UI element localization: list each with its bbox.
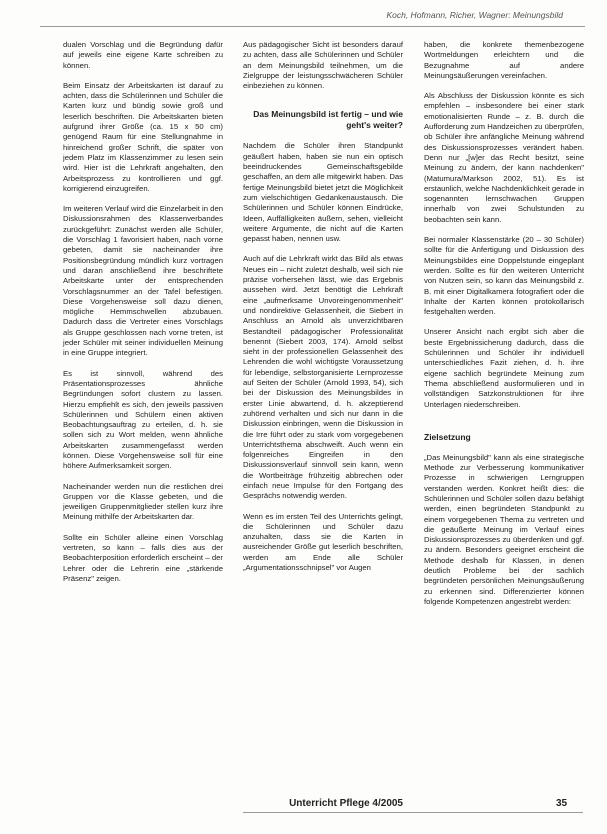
column-right: [424, 40, 584, 617]
paragraph: „Das Meinungsbild" kann als eine strategische Methode zur Verbesserung kommunikativer Prozesse in schwierigen Lerngruppen verstanden werden. Konkret heißt dies: die Schülerinnen und Schüler sollen dazu befähigt werden, einen begründeten Standpunkt zu einem vorgegebenen Thema zu vertreten und die geäußerte Meinung im Verlauf eines Diskussionsprozesses zu überdenken und ggf. zu ändern. Besonders geeignet erscheint die Methode deshalb für Klassen, in denen deutlich Probleme bei der sachlich begründeten persönlichen Meinungsäußerung zu erkennen sind. Differenzierter können folgende Kompetenzen angestrebt werden:: [424, 452, 584, 606]
column-middle: [243, 40, 403, 583]
paragraph: Es ist sinnvoll, während des Präsentationsprozesses ähnliche Begründungen sofort clustern zu lassen. Hierzu empfiehlt es sich, den jeweils passiven Schülerinnen und Schülern einen aktiven Beobachtungsauftrag zu erteilen, d. h. sie sollen sich zu Wort melden, wenn ähnliche Arbeitskarten zusammengefasst werden können. Diese Vorgehensweise soll für eine höhere Aufmerksamkeit sorgen.: [63, 368, 223, 471]
paragraph: Im weiteren Verlauf wird die Einzelarbeit in den Diskussionsrahmen des Klassenverbandes zurückgeführt: Zunächst werden alle Schüler, die Vorschlag 1 favorisiert haben, nach vorne gebeten, damit sie nacheinander ihre Positionsbegründung mündlich kurz vortragen und daran anschließend ihre beschriftete Arbeitskarte unter der entsprechenden Vorschlagsnummer an der Tafel befestigen. Diese Vorgehensweise soll dazu dienen, mögliche Hemmschwellen abzubauen. Dadurch dass die Vertreter eines Vorschlags als Gruppe geschlossen nach vorne treten, ist jeder Schüler mit seiner individuellen Meinung in eine Gruppe integriert.: [63, 204, 223, 358]
section-heading: Zielsetzung: [424, 431, 471, 442]
paragraph: Wenn es im ersten Teil des Unterrichts gelingt, die Schülerinnen und Schüler dazu anzuhalten, dass sie die Karten in ausreichender Größe gut leserlich beschriften, werden am Ende alle Schüler „Argumentationsschnipsel" vor Augen: [243, 511, 403, 573]
running-header: [40, 4, 585, 27]
footer-rule: [243, 812, 583, 813]
running-header-title: Koch, Hofmann, Richer, Wagner: Meinungsbild: [386, 10, 563, 20]
paragraph: Aus pädagogischer Sicht ist besonders darauf zu achten, dass alle Schülerinnen und Schüler an dem Meinungsbild teilnehmen, um die Zielgruppe der leistungsschwächeren Schüler einbeziehen zu können.: [243, 40, 403, 91]
paragraph: Sollte ein Schüler alleine einen Vorschlag vertreten, so kann – falls dies aus der Beobachterposition erforderlich erscheint – der Lehrer oder die Lehrerin eine „stärkende Präsenz" zeigen.: [63, 532, 223, 583]
paragraph: Beim Einsatz der Arbeitskarten ist darauf zu achten, dass die Schülerinnen und Schüler die Karten kurz und bündig sowie groß und leserlich beschriften. Die Arbeitskarten bieten aufgrund ihrer Größe (ca. 15 x 50 cm) genügend Raum für eine Stellungnahme in hinreichend großer Schrift, die später von jedem Platz im Klassenzimmer zu lesen sein wird. Hier ist die Lehrkraft angehalten, den Arbeitsprozess zu kontrollieren und ggf. korrigierend einzugreifen.: [63, 80, 223, 193]
page-number: 35: [556, 798, 568, 809]
paragraph: haben, die konkrete themenbezogene Wortmeldungen erleichtern und die Bezugnahme auf andere Meinungsäußerungen vereinfachen.: [424, 40, 584, 80]
paragraph: Auch auf die Lehrkraft wirkt das Bild als etwas Neues ein – nicht zuletzt deshalb, weil sich nie präzise vorhersehen lässt, wie das Ergebnis aussehen wird. Jetzt benötigt die Lehrkraft eine „aufmerksame Unvoreingenommenheit" und nondirektive Gelassenheit, die Siebert in Anschluss an Arnold als unverzichtbaren Bestandteil pädagogischer Professionalität benennt (Siebert 2003, 174). Arnold selbst sieht in der professionellen Gelassenheit des Lehrenden die wohl wichtigste Voraussetzung für lebendige, selbstorganisierte Lernprozesse auf Seiten der Schüler (Arnold 1993, 54), sich bei der Diskussion des Meinungsbildes in erster Linie abwartend, d. h. akzeptierend zuhörend verhalten und sich nur dann in die Diskussion einbringen, wenn die Diskussion in die Irre führt oder zu stark vom vorgegebenen Unterrichtsthema abschweift. Auch wenn ein folgenreiches Eingreifen in den Diskussionsverlauf sinnvoll sein kann, wenn die Wortbeiträge frühzeitig abbrechen oder einfach neue Impulse für den Fortgang des Gesprächs notwendig werden.: [243, 254, 403, 501]
paragraph: Bei normaler Klassenstärke (20 – 30 Schüler) sollte für die Anfertigung und Diskussion des Meinungsbildes eine Doppelstunde eingeplant werden. Sollte es für den weiteren Unterricht von Nutzen sein, so kann das Meinungsbild z. B. mit einer Digitalkamera fotografiert oder die Inhalte der Karten können protokollarisch festgehalten werden.: [424, 235, 584, 317]
paragraph: Nachdem die Schüler ihren Standpunkt geäußert haben, haben sie nun ein optisch beeindruckendes Gemeinschaftsgebilde geschaffen, an dem alle mitgewirkt haben. Das fertige Meinungsbild bietet jetzt die Möglichkeit zum vielschichtigen Gedankenaustausch. Die Schülerinnen und Schüler können Eindrücke, Ideen, Auffälligkeiten äußern, sehen, vielleicht weitere Argumente, die nicht auf die Karten gepasst haben, nennen usw.: [243, 141, 403, 244]
paragraph: Nacheinander werden nun die restlichen drei Gruppen vor die Klasse gebeten, und die jeweiligen Gruppenmitglieder stellen kurz ihre Meinung mithilfe der Arbeitskarten dar.: [63, 481, 223, 522]
paragraph: Unserer Ansicht nach ergibt sich aber die beste Ergebnissicherung dadurch, dass die Schülerinnen und Schüler ihr individuell unterschiedliches Fazit ziehen, d. h. ihre eigene sachlich begründete Meinung zum Thema abschließend ausformulieren und in vollständigen Satzkonstruktionen für ihre Unterlagen niederschreiben.: [424, 327, 584, 409]
paragraph: Als Abschluss der Diskussion könnte es sich empfehlen – insbesondere bei einer stark emotionalisierten Runde – z. B. durch die Aufforderung zum Handzeichen zu überprüfen, ob Schüler ihre anfängliche Meinung während des Diskussionsprozesses verändert haben. Denn nur „[w]er das Recht besitzt, seine Meinung zu ändern, der kann nachdenken" (Matumura/Markson 2002, 51). Es ist erstaunlich, welche Nachdenklichkeit gerade in sogenannten lernschwachen Gruppen innerhalb von zwei Schulstunden zu beobachten sein kann.: [424, 91, 584, 224]
column-left: [63, 40, 223, 594]
section-heading: Das Meinungsbild ist fertig – und wie geht's weiter?: [253, 109, 403, 131]
footer-magazine: Unterricht Pflege 4/2005: [289, 798, 403, 809]
paragraph: dualen Vorschlag und die Begründung dafür auf jeweils eine eigene Karte schreiben zu können.: [63, 40, 223, 70]
